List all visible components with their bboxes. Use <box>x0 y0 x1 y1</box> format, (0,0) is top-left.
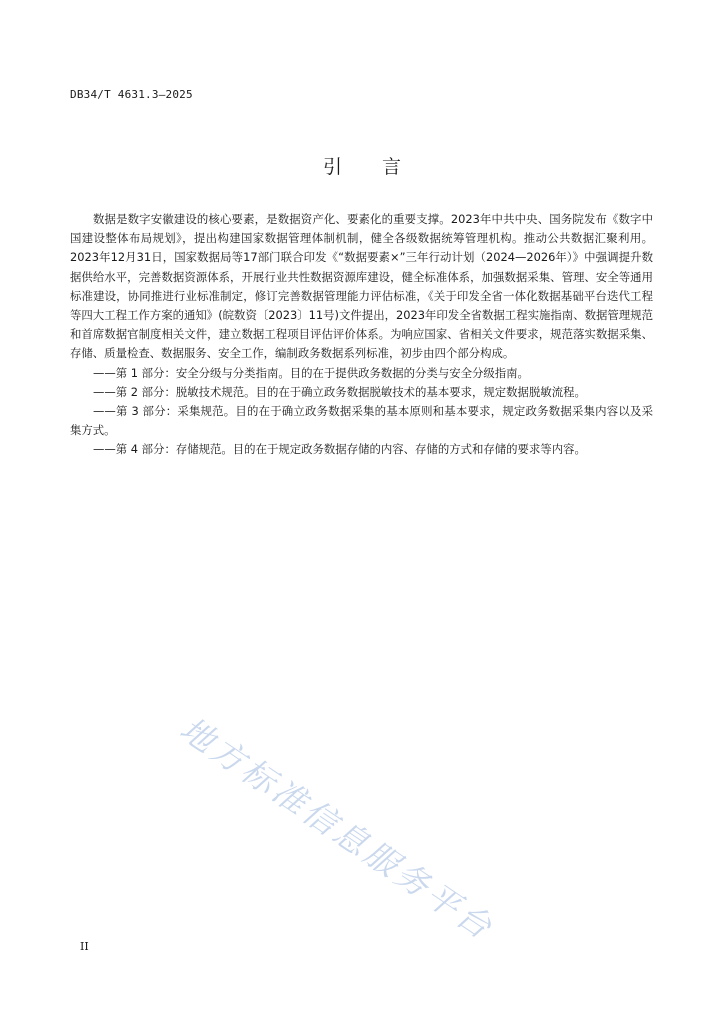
intro-paragraph: 数据是数字安徽建设的核心要素，是数据资产化、要素化的重要支撑。2023年中共中央、国务院发布《数字中国建设整体布局规划》，提出构建国家数据管理体制机制，健全各级数据统筹管理机构。推动公共数据汇聚利用。2023年12月31日，国家数据局等17部门联合印发《“数据要素×”三年行动计划（2024—2026年）》中强调提升数据供给水平，完善数据资源体系，开展行业共性数据资源库建设，健全标准体系，加强数据采集、管理、安全等通用标准建设，协同推进行业标准制定，修订完善数据管理能力评估标准，《关于印发全省一体化数据基础平台迭代工程等四大工程工作方案的通知》(皖数资〔2023〕11号)文件提出，2023年印发全省数据工程实施指南、数据管理规范和首席数据官制度相关文件，建立数据工程项目评估评价体系。为响应国家、省相关文件要求，规范落实数据采集、存储、质量检查、数据服务、安全工作，编制政务数据系列标准，初步由四个部分构成。 <box>70 212 653 361</box>
introduction-body <box>70 210 653 460</box>
part-4-item: ——第 4 部分：存储规范。目的在于规定政务数据存储的内容、存储的方式和存储的要求等内容。 <box>93 442 586 457</box>
watermark: 地方标准信息服务平台 <box>172 708 502 949</box>
document-code: DB34/T 4631.3—2025 <box>70 88 193 101</box>
page-title: 引言 <box>322 156 441 178</box>
part-2-item: ——第 2 部分：脱敏技术规范。目的在于确立政务数据脱敏技术的基本要求，规定数据脱敏流程。 <box>93 384 586 399</box>
part-1-item: ——第 1 部分：安全分级与分类指南。目的在于提供政务数据的分类与安全分级指南。 <box>93 365 529 380</box>
part-3-item: ——第 3 部分：采集规范。目的在于确立政务数据采集的基本原则和基本要求，规定政务数据采集内容以及采集方式。 <box>70 404 653 438</box>
page-number: II <box>80 940 89 953</box>
